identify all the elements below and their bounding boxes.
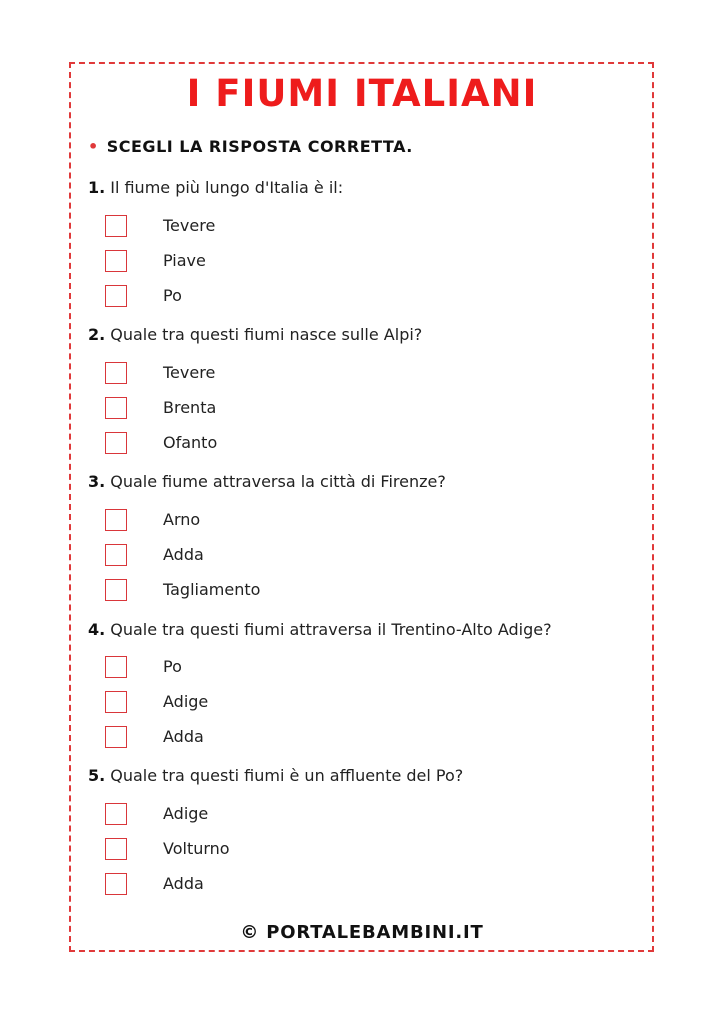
question-text: Il fiume più lungo d'Italia è il:	[110, 178, 344, 197]
checkbox[interactable]	[105, 362, 127, 384]
question-text: Quale fiume attraversa la città di Firenze?	[110, 472, 446, 491]
checkbox[interactable]	[105, 656, 127, 678]
question-number: 4.	[88, 620, 106, 639]
copyright-footer: © PORTALEBAMBINI.IT	[240, 922, 484, 943]
option-label: Piave	[163, 251, 206, 270]
checkbox[interactable]	[105, 691, 127, 713]
checkbox[interactable]	[105, 544, 127, 566]
option-label: Adige	[163, 692, 209, 711]
option-label: Tevere	[163, 216, 216, 235]
option-label: Adda	[163, 874, 204, 893]
option-label: Adda	[163, 727, 204, 746]
option-label: Tevere	[163, 363, 216, 382]
question-4	[88, 620, 552, 639]
question-2	[88, 325, 422, 344]
instruction	[88, 137, 413, 156]
page-title: I FIUMI ITALIANI	[186, 72, 538, 115]
checkbox[interactable]	[105, 873, 127, 895]
option-label: Arno	[163, 510, 201, 529]
option-label: Adda	[163, 545, 204, 564]
question-1	[88, 178, 343, 197]
checkbox[interactable]	[105, 803, 127, 825]
option-label: Brenta	[163, 398, 217, 417]
checkbox[interactable]	[105, 250, 127, 272]
option-label: Ofanto	[163, 433, 218, 452]
checkbox[interactable]	[105, 397, 127, 419]
question-number: 2.	[88, 325, 106, 344]
option-label: Volturno	[163, 839, 230, 858]
bullet-icon: •	[88, 137, 99, 156]
question-text: Quale tra questi fiumi attraversa il Trentino-Alto Adige?	[110, 620, 552, 639]
option-label: Po	[163, 657, 182, 676]
checkbox[interactable]	[105, 215, 127, 237]
question-number: 1.	[88, 178, 106, 197]
question-number: 3.	[88, 472, 106, 491]
checkbox[interactable]	[105, 285, 127, 307]
question-5	[88, 766, 463, 785]
checkbox[interactable]	[105, 726, 127, 748]
question-3	[88, 472, 446, 491]
option-label: Adige	[163, 804, 209, 823]
checkbox[interactable]	[105, 509, 127, 531]
checkbox[interactable]	[105, 838, 127, 860]
question-text: Quale tra questi fiumi è un affluente del Po?	[110, 766, 464, 785]
instruction-text: SCEGLI LA RISPOSTA CORRETTA.	[106, 137, 413, 156]
checkbox[interactable]	[105, 579, 127, 601]
option-label: Tagliamento	[163, 580, 261, 599]
question-text: Quale tra questi fiumi nasce sulle Alpi?	[110, 325, 423, 344]
checkbox[interactable]	[105, 432, 127, 454]
question-number: 5.	[88, 766, 106, 785]
option-label: Po	[163, 286, 182, 305]
